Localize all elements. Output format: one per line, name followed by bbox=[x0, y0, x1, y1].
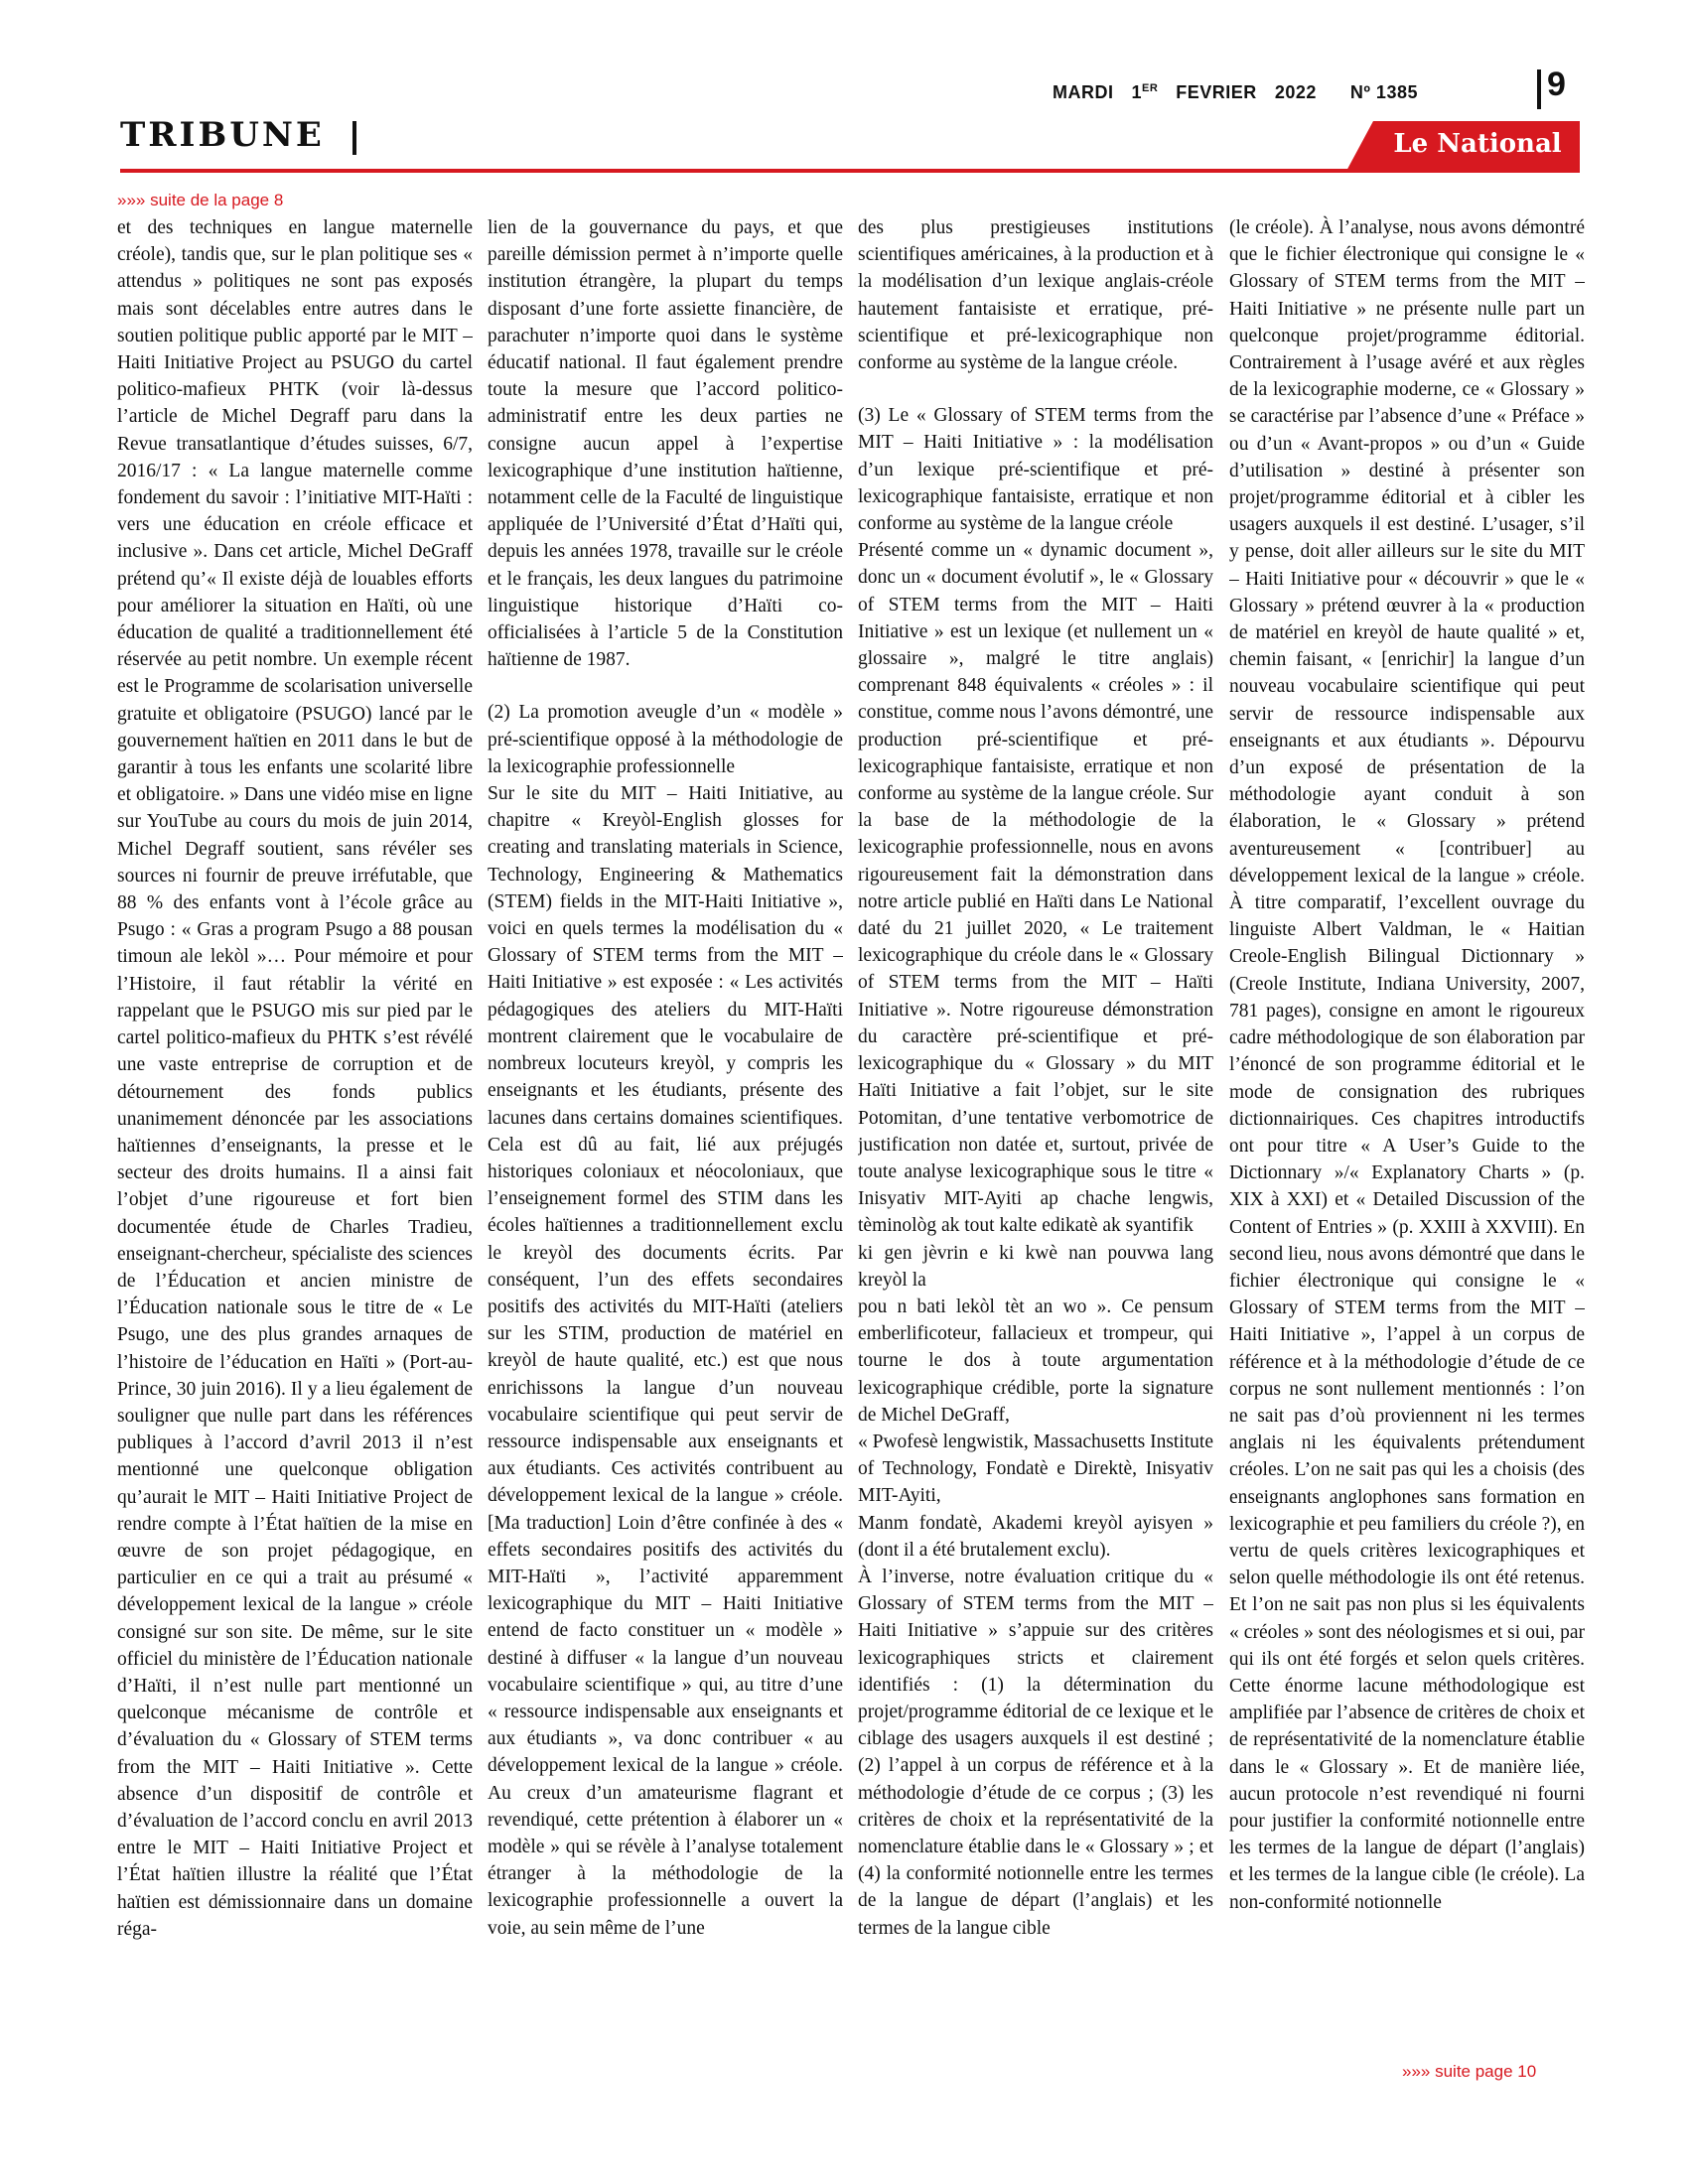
page-number-divider bbox=[1537, 69, 1541, 109]
newspaper-name: Le National bbox=[1393, 129, 1562, 159]
article-column-1 bbox=[117, 214, 473, 2046]
article-column-2 bbox=[488, 214, 843, 2046]
paragraph: À l’inverse, notre évaluation critique du « Glossary of STEM terms from the MIT – Haiti Initiative » s’appuie sur des critères lexicographiques stricts et clairement identifiés : (1) la détermination du projet/programme éditorial de ce lexique et le ciblage des usagers auxquels il est destiné ; (2) l’appel à un corpus de référence et à la méthodologie d’étude de ce corpus ; (3) les critères de choix et la représentativité de la nomenclature établie dans le « Glossary » ; et (4) la conformité notionnelle entre les termes de la langue de départ (l’anglais) et les termes de la langue cible bbox=[858, 1566, 1213, 1939]
date-number: 1ER bbox=[1131, 81, 1159, 102]
paragraph: ki gen jèvrin e ki kwè nan pouvwa lang kreyòl la bbox=[858, 1242, 1213, 1291]
continued-from-label: »»» suite de la page 8 bbox=[117, 191, 284, 209]
date-month: FEVRIER bbox=[1176, 81, 1257, 102]
section-title: TRIBUNE bbox=[120, 115, 325, 155]
header-rule bbox=[120, 169, 1580, 173]
date-line bbox=[1053, 77, 1517, 107]
article-column-4 bbox=[1229, 214, 1585, 2046]
page-number: 9 bbox=[1547, 66, 1566, 103]
paragraph: pou n bati lekòl tèt an wo ». Ce pensum emberlificoteur, fallacieux et trompeur, qui tourne le dos à toute argumentation lexicographique crédible, porte la signature de Michel DeGraff, bbox=[858, 1296, 1213, 1426]
paragraph: « Pwofesè lengwistik, Massachusetts Institute of Technology, Fondatè e Direktè, Inisyativ MIT-Ayiti, bbox=[858, 1431, 1213, 1507]
article-column-3 bbox=[858, 214, 1213, 2046]
paragraph: et des techniques en langue maternelle créole), tandis que, sur le plan politique ses « attendus » politiques ne sont pas exposés mais sont décelables entre autres dans le soutien politique public apporté par le MIT – Haiti Initiative Project au PSUGO du cartel politico-mafieux PHTK (voir là-dessus l’article de Michel Degraff paru dans la Revue transatlantique d’études suisses, 6/7, 2016/17 : « La langue maternelle comme fondement du savoir : l’initiative MIT-Haïti : vers une éducation en créole efficace et inclusive ». Dans cet article, Michel DeGraff prétend qu’« Il existe déjà de louables efforts pour améliorer la situation en Haïti, où une éducation de qualité a traditionnellement été réservée au petit nombre. Un exemple récent est le Programme de scolarisation universelle gratuite et obligatoire (PSUGO) lancé par le gouvernement haïtien en 2011 dans le but de garantir à tous les enfants une scolarité libre et obligatoire. » Dans une vidéo mise en ligne sur YouTube au cours du mois de juin 2014, Michel Degraff soutient, sans révéler ses sources ni fournir de preuve irréfutable, que 88 % des enfants vont à l’école grâce au Psugo : « Gras a program Psugo a 88 pousan timoun ale lekòl »… Pour mémoire et pour l’Histoire, il faut rétablir la vérité en rappelant que le PSUGO mis sur pied par le cartel politico-mafieux du PHTK s’est révélé une vaste entreprise de corruption et de détournement des fonds publics unanimement dénoncée par les associations haïtiennes d’enseignants, la presse et le secteur des droits humains. Il a ainsi fait l’objet d’une rigoureuse et fort bien documentée étude de Charles Tradieu, enseignant-chercheur, spécialiste des sciences de l’Éducation et ancien ministre de l’Éducation nationale sous le titre de « Le Psugo, une des plus grandes arnaques de l’histoire de l’éducation en Haïti » (Port-au-Prince, 30 juin 2016). Il y a lieu également de souligner que nulle part dans les références publiques à l’accord d’avril 2013 il n’est mentionné une quelconque obligation qu’aurait le MIT – Haiti Initiative Project de rendre compte à l’État haïtien de la mise en œuvre de son projet pédagogique, en particulier en ce qui a trait au présumé « développement lexical de la langue » créole consigné sur son site. De même, sur le site officiel du ministère de l’Éducation nationale d’Haïti, il n’est nulle part mentionné un quelconque mécanisme de contrôle et d’évaluation du « Glossary of STEM terms from the MIT – Haiti Initiative ». Cette absence d’un dispositif de contrôle et d’évaluation de l’accord conclu en avril 2013 entre le MIT – Haiti Initiative Project et l’État haïtien illustre la réalité que l’État haïtien est démissionnaire dans un domaine réga- bbox=[117, 217, 473, 1940]
issue-number: Nº 1385 bbox=[1349, 81, 1418, 102]
section-divider bbox=[352, 121, 356, 155]
date-year: 2022 bbox=[1274, 81, 1317, 102]
paragraph: des plus prestigieuses institutions scientifiques américaines, à la production et à la modélisation d’un lexique anglais-créole hautement fantaisiste et erratique, pré-scientifique et pré-lexicographique non conforme au système de la langue créole. bbox=[858, 217, 1213, 374]
continued-to-label: »»» suite page 10 bbox=[1402, 2062, 1537, 2081]
paragraph: Manm fondatè, Akademi kreyòl ayisyen » (dont il a été brutalement exclu). bbox=[858, 1512, 1213, 1561]
paragraph: (le créole). À l’analyse, nous avons démontré que le fichier électronique qui consigne le « Glossary of STEM terms from the MIT – Haiti Initiative » ne présente nulle part un quelconque projet/programme éditorial. Contrairement à l’usage avéré et aux règles de la lexicographie moderne, ce « Glossary » se caractérise par l’absence d’une « Préface » ou d’un « Avant-propos » ou d’un « Guide d’utilisation » destiné à présenter son projet/programme éditorial et à cibler les usagers auxquels il est destiné. L’usager, s’il y pense, doit aller ailleurs sur le site du MIT – Haiti Initiative pour « découvrir » que le « Glossary » prétend œuvrer à la « production de matériel en kreyòl de haute qualité » et, chemin faisant, « [enrichir] la langue d’un nouveau vocabulaire scientifique qui peut servir de ressource indispensable aux enseignants et aux étudiants ». Dépourvu d’un exposé de présentation de la méthodologie ayant conduit à son élaboration, le « Glossary » prétend aventureusement « [contribuer] au développement lexical de la langue » créole. À titre comparatif, l’excellent ouvrage du linguiste Albert Valdman, le « Haitian Creole-English Bilingual Dictionnary » (Creole Institute, Indiana University, 2007, 781 pages), consigne en amont le rigoureux cadre méthodologique de son élaboration par l’énoncé de son programme éditorial et le mode de consignation des rubriques dictionnairiques. Ces chapitres introductifs ont pour titre « A User’s Guide to the Dictionnary »/« Explanatory Charts » (p. XIX à XXI) et « Detailed Discussion of the Content of Entries » (p. XXIII à XXVIII). En second lieu, nous avons démontré que dans le fichier électronique qui consigne le « Glossary of STEM terms from the MIT – Haiti Initiative », l’appel à un corpus de référence et à la méthodologie d’étude de ce corpus ne sont nullement mentionnés : l’on ne sait pas d’où proviennent ni les termes anglais ni les équivalents prétendument créoles. L’on ne sait pas qui les a choisis (des enseignants anglophones sans formation en lexicographie et peu familiers du créole ?), en vertu de quels critères lexicographiques et selon quelle méthodologie ils ont été retenus. Et l’on ne sait pas non plus si les équivalents « créoles » sont des néologismes et si oui, par qui ils ont été forgés et selon quels critères. Cette énorme lacune méthodologique est amplifiée par l’absence de critères de choix et de représentativité de la nomenclature établie dans le « Glossary ». Et de manière liée, aucun protocole n’est revendiqué ni fourni pour justifier la conformité notionnelle entre les termes de la langue de départ (l’anglais) et les termes de la langue cible (le créole). La non-conformité notionnelle bbox=[1229, 217, 1585, 1913]
date-day: MARDI bbox=[1053, 81, 1114, 102]
subheading-paragraph: (3) Le « Glossary of STEM terms from the MIT – Haiti Initiative » : la modélisation d’un lexique pré-scientifique et pré-lexicographique fantaisiste, erratique et non conforme au système de la langue créole bbox=[858, 405, 1213, 535]
subheading-paragraph: (2) La promotion aveugle d’un « modèle » pré-scientifique opposé à la méthodologie de la lexicographie professionnelle bbox=[488, 702, 843, 777]
paragraph: lien de la gouvernance du pays, et que pareille démission permet à n’importe quelle institution étrangère, la plupart du temps disposant d’une forte assiette financière, de parachuter n’importe quoi dans le système éducatif national. Il faut également prendre toute la mesure que l’accord politico-administratif entre les deux parties ne consigne aucun appel à l’expertise lexicographique d’une institution haïtienne, notamment celle de la Faculté de linguistique appliquée de l’Université d’État d’Haïti qui, depuis les années 1978, travaille sur le créole et le français, les deux langues du patrimoine linguistique historique d’Haïti co-officialisées à l’article 5 de la Constitution haïtienne de 1987. bbox=[488, 217, 843, 671]
paragraph: Sur le site du MIT – Haiti Initiative, au chapitre « Kreyòl-English glosses for creating and translating materials in Science, Technology, Engineering & Mathematics (STEM) fields in the MIT-Haiti Initiative », voici en quels termes la modélisation du « Glossary of STEM terms from the MIT – Haiti Initiative » est exposée : « Les activités pédagogiques des ateliers du MIT-Haïti montrent clairement que le vocabulaire de nombreux locuteurs kreyòl, y compris les enseignants et les étudiants, présente des lacunes dans certains domaines scientifiques. Cela est dû au fait, lié aux préjugés historiques coloniaux et néocoloniaux, que l’enseignement formel des STIM dans les écoles haïtiennes a traditionnellement exclu le kreyòl des documents écrits. Par conséquent, l’un des effets secondaires positifs des activités du MIT-Haïti (ateliers sur les STIM, production de matériel en kreyòl de haute qualité, etc.) est que nous enrichissons la langue d’un nouveau vocabulaire scientifique qui peut servir de ressource indispensable aux enseignants et aux étudiants. Ces activités contribuent au développement lexical de la langue » créole. [Ma traduction] Loin d’être confinée à des « effets secondaires positifs des activités du MIT-Haïti », l’activité apparemment lexicographique du MIT – Haiti Initiative entend de facto constituer un « modèle » destiné à diffuser « la langue d’un nouveau vocabulaire scientifique » qui, au titre d’une « ressource indispensable aux enseignants et aux étudiants », va donc contribuer « au développement lexical de la langue » créole. Au creux d’un amateurisme flagrant et revendiqué, cette prétention à élaborer un « modèle » qui se révèle à l’analyse totalement étranger à la méthodologie de la lexicographie professionnelle a ouvert la voie, au sein même de l’une bbox=[488, 783, 843, 1939]
paragraph: Présenté comme un « dynamic document », donc un « document évolutif », le « Glossary of STEM terms from the MIT – Haiti Initiative » est un lexique (et nullement un « glossaire », malgré le titre anglais) comprenant 848 équivalents « créoles » : il constitue, comme nous l’avons démontré, une production pré-scientifique et pré-lexicographique fantaisiste, erratique et non conforme au système de la langue créole. Sur la base de la méthodologie de la lexicographie professionnelle, nous en avons rigoureusement fait la démonstration dans notre article publié en Haïti dans Le National daté du 21 juillet 2020, « Le traitement lexicographique du créole dans le « Glossary of STEM terms from the MIT – Haïti Initiative ». Notre rigoureuse démonstration du caractère pré-scientifique et pré-lexicographique du « Glossary » du MIT Haïti Initiative a fait l’objet, sur le site Potomitan, d’une tentative verbomotrice de justification non datée et, surtout, privée de toute analyse lexicographique sous le titre « Inisyativ MIT-Ayiti ap chache lengwis, tèminològ ak tout kalte edikatè ak syantifik bbox=[858, 540, 1213, 1237]
